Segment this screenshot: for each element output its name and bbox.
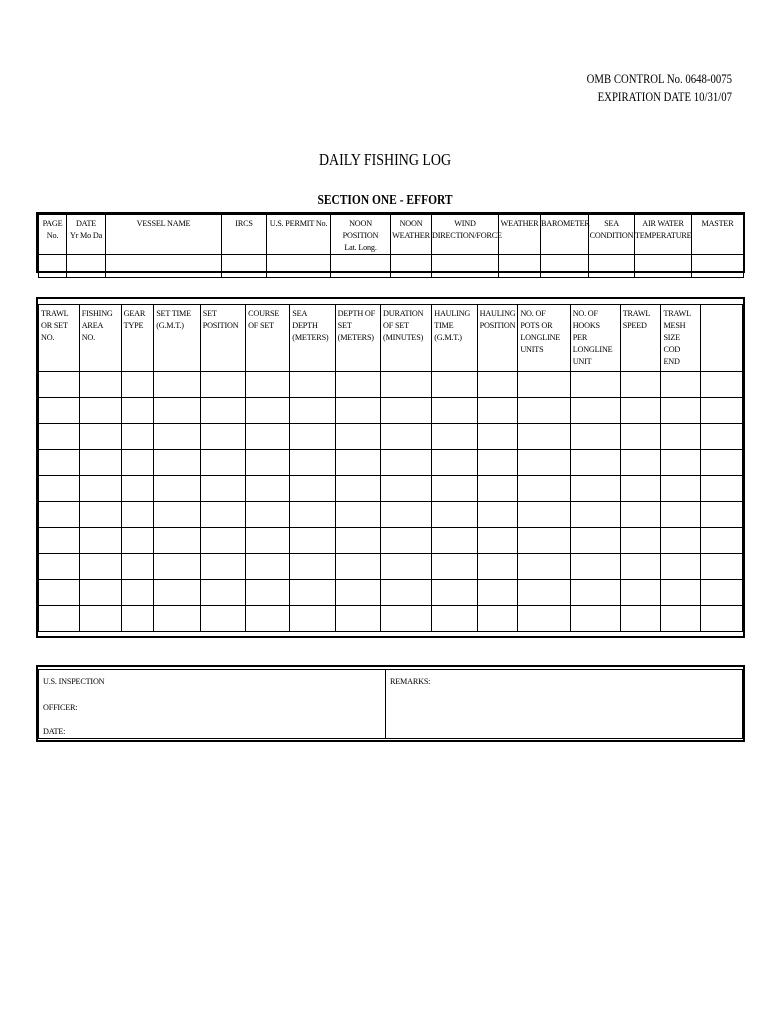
effort-entry-cell[interactable] bbox=[246, 450, 290, 476]
effort-entry-cell[interactable] bbox=[79, 424, 121, 450]
effort-entry-cell[interactable] bbox=[200, 450, 245, 476]
effort-entry-cell[interactable] bbox=[200, 580, 245, 606]
effort-entry-cell[interactable] bbox=[701, 372, 743, 398]
effort-entry-cell[interactable] bbox=[79, 606, 121, 632]
effort-entry-cell[interactable] bbox=[154, 554, 201, 580]
effort-entry-cell[interactable] bbox=[477, 424, 518, 450]
effort-entry-cell[interactable] bbox=[246, 528, 290, 554]
effort-entry-cell[interactable] bbox=[200, 476, 245, 502]
effort-entry-cell[interactable] bbox=[79, 372, 121, 398]
effort-entry-cell[interactable] bbox=[246, 606, 290, 632]
effort-entry-cell[interactable] bbox=[477, 528, 518, 554]
effort-entry-cell[interactable] bbox=[701, 528, 743, 554]
effort-entry-cell[interactable] bbox=[154, 372, 201, 398]
effort-entry-cell[interactable] bbox=[121, 606, 154, 632]
effort-entry-cell[interactable] bbox=[154, 606, 201, 632]
effort-entry-cell[interactable] bbox=[246, 476, 290, 502]
vessel-col-header: NOON WEATHER bbox=[391, 215, 432, 255]
effort-entry-cell[interactable] bbox=[246, 372, 290, 398]
effort-entry-cell[interactable] bbox=[570, 554, 620, 580]
effort-entry-cell[interactable] bbox=[570, 606, 620, 632]
effort-entry-cell[interactable] bbox=[570, 528, 620, 554]
effort-entry-cell[interactable] bbox=[39, 554, 80, 580]
effort-entry-cell[interactable] bbox=[661, 502, 701, 528]
vessel-entry-cell[interactable] bbox=[39, 255, 67, 278]
vessel-entry-cell[interactable] bbox=[589, 255, 635, 278]
effort-entry-cell[interactable] bbox=[661, 450, 701, 476]
effort-entry-cell[interactable] bbox=[39, 502, 80, 528]
effort-entry-cell[interactable] bbox=[121, 372, 154, 398]
effort-entry-cell[interactable] bbox=[200, 502, 245, 528]
effort-col-header: SET POSITION bbox=[200, 305, 245, 372]
effort-entry-cell[interactable] bbox=[79, 398, 121, 424]
effort-entry-cell[interactable] bbox=[200, 398, 245, 424]
vessel-entry-cell[interactable] bbox=[331, 255, 391, 278]
vessel-col-header: VESSEL NAME bbox=[106, 215, 222, 255]
effort-entry-cell[interactable] bbox=[290, 424, 335, 450]
effort-col-header: NO. OF POTS OR LONGLINE UNITS bbox=[518, 305, 570, 372]
effort-entry-cell[interactable] bbox=[432, 528, 477, 554]
effort-entry-cell[interactable] bbox=[432, 398, 477, 424]
effort-entry-cell[interactable] bbox=[154, 502, 201, 528]
effort-entry-cell[interactable] bbox=[246, 502, 290, 528]
effort-entry-cell[interactable] bbox=[518, 554, 570, 580]
effort-entry-cell[interactable] bbox=[381, 606, 432, 632]
vessel-info-table bbox=[38, 214, 744, 278]
effort-entry-cell[interactable] bbox=[246, 398, 290, 424]
effort-entry-cell[interactable] bbox=[518, 476, 570, 502]
vessel-entry-cell[interactable] bbox=[541, 255, 589, 278]
effort-entry-cell[interactable] bbox=[290, 606, 335, 632]
effort-entry-cell[interactable] bbox=[290, 450, 335, 476]
inspection-date-field[interactable]: DATE: bbox=[43, 727, 66, 736]
effort-col-header: TRAWL SPEED bbox=[620, 305, 661, 372]
effort-entry-cell[interactable] bbox=[570, 502, 620, 528]
us-inspection-label: U.S. INSPECTION bbox=[43, 677, 105, 686]
effort-entry-cell[interactable] bbox=[432, 606, 477, 632]
effort-entry-cell[interactable] bbox=[39, 424, 80, 450]
vessel-col-header: U.S. PERMIT No. bbox=[267, 215, 331, 255]
effort-col-header: TRAWL OR SET NO. bbox=[39, 305, 80, 372]
effort-entry-cell[interactable] bbox=[121, 554, 154, 580]
effort-entry-cell[interactable] bbox=[620, 502, 661, 528]
effort-entry-cell[interactable] bbox=[246, 580, 290, 606]
effort-entry-cell[interactable] bbox=[121, 476, 154, 502]
table-row bbox=[39, 424, 743, 450]
effort-entry-cell[interactable] bbox=[79, 580, 121, 606]
effort-entry-cell[interactable] bbox=[290, 502, 335, 528]
effort-entry-cell[interactable] bbox=[200, 372, 245, 398]
vessel-col-header: NOON POSITION Lat. Long. bbox=[331, 215, 391, 255]
vessel-entry-cell[interactable] bbox=[692, 255, 744, 278]
effort-entry-cell[interactable] bbox=[246, 424, 290, 450]
effort-entry-cell[interactable] bbox=[570, 372, 620, 398]
effort-entry-cell[interactable] bbox=[200, 606, 245, 632]
effort-entry-cell[interactable] bbox=[518, 398, 570, 424]
effort-entry-cell[interactable] bbox=[381, 502, 432, 528]
table-row bbox=[39, 606, 743, 632]
effort-entry-cell[interactable] bbox=[381, 450, 432, 476]
effort-entry-cell[interactable] bbox=[154, 580, 201, 606]
table-row bbox=[39, 450, 743, 476]
inspection-box bbox=[38, 669, 386, 739]
effort-entry-cell[interactable] bbox=[661, 528, 701, 554]
effort-entry-cell[interactable] bbox=[701, 476, 743, 502]
vessel-entry-cell[interactable] bbox=[432, 255, 499, 278]
effort-entry-cell[interactable] bbox=[39, 450, 80, 476]
effort-entry-cell[interactable] bbox=[79, 502, 121, 528]
effort-col-header: TRAWL MESH SIZE COD END bbox=[661, 305, 701, 372]
effort-entry-cell[interactable] bbox=[121, 502, 154, 528]
effort-entry-cell[interactable] bbox=[620, 554, 661, 580]
effort-entry-cell[interactable] bbox=[246, 554, 290, 580]
effort-entry-cell[interactable] bbox=[661, 424, 701, 450]
effort-entry-cell[interactable] bbox=[335, 424, 380, 450]
effort-entry-cell[interactable] bbox=[620, 424, 661, 450]
effort-entry-cell[interactable] bbox=[335, 398, 380, 424]
effort-col-header bbox=[701, 305, 743, 372]
vessel-col-header: BAROMETER bbox=[541, 215, 589, 255]
effort-entry-cell[interactable] bbox=[79, 554, 121, 580]
effort-entry-cell[interactable] bbox=[335, 502, 380, 528]
effort-entry-cell[interactable] bbox=[39, 476, 80, 502]
effort-entry-cell[interactable] bbox=[381, 372, 432, 398]
table-row bbox=[39, 398, 743, 424]
effort-entry-cell[interactable] bbox=[154, 528, 201, 554]
effort-entry-cell[interactable] bbox=[518, 580, 570, 606]
effort-entry-cell[interactable] bbox=[620, 372, 661, 398]
effort-entry-cell[interactable] bbox=[661, 476, 701, 502]
effort-entry-cell[interactable] bbox=[121, 528, 154, 554]
effort-entry-cell[interactable] bbox=[477, 606, 518, 632]
effort-entry-cell[interactable] bbox=[154, 476, 201, 502]
vessel-entry-cell[interactable] bbox=[106, 255, 222, 278]
effort-entry-cell[interactable] bbox=[335, 450, 380, 476]
effort-entry-cell[interactable] bbox=[477, 502, 518, 528]
remarks-label: REMARKS: bbox=[390, 677, 431, 686]
effort-entry-cell[interactable] bbox=[290, 554, 335, 580]
effort-entry-cell[interactable] bbox=[154, 450, 201, 476]
effort-entry-cell[interactable] bbox=[518, 528, 570, 554]
effort-entry-cell[interactable] bbox=[121, 580, 154, 606]
effort-entry-cell[interactable] bbox=[335, 606, 380, 632]
page-title: DAILY FISHING LOG bbox=[318, 150, 452, 169]
effort-entry-cell[interactable] bbox=[518, 502, 570, 528]
vessel-col-header: WIND DIRECTION/FORCE bbox=[432, 215, 499, 255]
effort-entry-cell[interactable] bbox=[620, 398, 661, 424]
effort-entry-cell[interactable] bbox=[701, 580, 743, 606]
effort-entry-cell[interactable] bbox=[335, 528, 380, 554]
effort-entry-cell[interactable] bbox=[701, 502, 743, 528]
effort-entry-cell[interactable] bbox=[661, 580, 701, 606]
effort-entry-cell[interactable] bbox=[661, 398, 701, 424]
effort-col-header: DEPTH OF SET (METERS) bbox=[335, 305, 380, 372]
effort-col-header: DURATION OF SET (MINUTES) bbox=[381, 305, 432, 372]
omb-header bbox=[587, 70, 732, 106]
table-row bbox=[39, 372, 743, 398]
expiration-date: EXPIRATION DATE 10/31/07 bbox=[597, 90, 732, 104]
effort-entry-cell[interactable] bbox=[701, 424, 743, 450]
effort-entry-cell[interactable] bbox=[570, 476, 620, 502]
effort-entry-cell[interactable] bbox=[432, 372, 477, 398]
effort-entry-cell[interactable] bbox=[701, 450, 743, 476]
effort-entry-cell[interactable] bbox=[154, 398, 201, 424]
effort-entry-cell[interactable] bbox=[290, 528, 335, 554]
table-row bbox=[39, 502, 743, 528]
effort-entry-cell[interactable] bbox=[335, 580, 380, 606]
effort-entry-cell[interactable] bbox=[432, 502, 477, 528]
effort-entry-cell[interactable] bbox=[570, 424, 620, 450]
effort-entry-cell[interactable] bbox=[335, 372, 380, 398]
effort-entry-cell[interactable] bbox=[570, 450, 620, 476]
effort-entry-cell[interactable] bbox=[477, 554, 518, 580]
effort-entry-cell[interactable] bbox=[518, 606, 570, 632]
effort-entry-cell[interactable] bbox=[620, 528, 661, 554]
vessel-col-header: AIR WATER TEMPERATURE bbox=[635, 215, 692, 255]
remarks-box[interactable] bbox=[386, 669, 743, 739]
effort-entry-cell[interactable] bbox=[518, 450, 570, 476]
effort-entry-cell[interactable] bbox=[381, 424, 432, 450]
effort-entry-cell[interactable] bbox=[290, 372, 335, 398]
omb-control-number: OMB CONTROL No. 0648-0075 bbox=[586, 72, 732, 86]
effort-entry-cell[interactable] bbox=[381, 398, 432, 424]
effort-entry-cell[interactable] bbox=[432, 580, 477, 606]
effort-entry-cell[interactable] bbox=[620, 580, 661, 606]
effort-entry-cell[interactable] bbox=[432, 424, 477, 450]
effort-entry-cell[interactable] bbox=[701, 606, 743, 632]
effort-entry-cell[interactable] bbox=[39, 372, 80, 398]
effort-entry-cell[interactable] bbox=[661, 606, 701, 632]
effort-col-header: FISHING AREA NO. bbox=[79, 305, 121, 372]
effort-col-header: HAULING POSITION bbox=[477, 305, 518, 372]
effort-entry-cell[interactable] bbox=[381, 580, 432, 606]
effort-entry-cell[interactable] bbox=[570, 580, 620, 606]
effort-entry-cell[interactable] bbox=[518, 424, 570, 450]
effort-entry-cell[interactable] bbox=[200, 424, 245, 450]
vessel-entry-cell[interactable] bbox=[499, 255, 541, 278]
effort-entry-cell[interactable] bbox=[39, 528, 80, 554]
vessel-entry-cell[interactable] bbox=[391, 255, 432, 278]
effort-entry-cell[interactable] bbox=[290, 476, 335, 502]
effort-entry-cell[interactable] bbox=[121, 398, 154, 424]
effort-entry-cell[interactable] bbox=[432, 476, 477, 502]
effort-col-header: SEA DEPTH (METERS) bbox=[290, 305, 335, 372]
effort-entry-cell[interactable] bbox=[620, 476, 661, 502]
effort-col-header: HAULING TIME (G.M.T.) bbox=[432, 305, 477, 372]
effort-col-header: COURSE OF SET bbox=[246, 305, 290, 372]
effort-entry-cell[interactable] bbox=[79, 450, 121, 476]
effort-entry-cell[interactable] bbox=[39, 606, 80, 632]
officer-field[interactable]: OFFICER: bbox=[43, 703, 78, 712]
table-row bbox=[39, 554, 743, 580]
vessel-entry-cell[interactable] bbox=[267, 255, 331, 278]
effort-entry-cell[interactable] bbox=[432, 450, 477, 476]
effort-entry-cell[interactable] bbox=[661, 554, 701, 580]
effort-entry-cell[interactable] bbox=[39, 580, 80, 606]
table-row bbox=[39, 528, 743, 554]
effort-col-header: GEAR TYPE bbox=[121, 305, 154, 372]
effort-entry-cell[interactable] bbox=[701, 554, 743, 580]
effort-entry-cell[interactable] bbox=[335, 554, 380, 580]
vessel-col-header: IRCS bbox=[222, 215, 267, 255]
vessel-entry-cell[interactable] bbox=[222, 255, 267, 278]
effort-entry-cell[interactable] bbox=[620, 606, 661, 632]
effort-entry-cell[interactable] bbox=[79, 476, 121, 502]
effort-entry-cell[interactable] bbox=[290, 398, 335, 424]
effort-entry-cell[interactable] bbox=[620, 450, 661, 476]
effort-entry-cell[interactable] bbox=[477, 372, 518, 398]
effort-entry-cell[interactable] bbox=[477, 476, 518, 502]
effort-entry-cell[interactable] bbox=[39, 398, 80, 424]
effort-entry-cell[interactable] bbox=[661, 372, 701, 398]
effort-entry-cell[interactable] bbox=[121, 424, 154, 450]
table-row bbox=[39, 476, 743, 502]
effort-entry-cell[interactable] bbox=[79, 528, 121, 554]
effort-entry-cell[interactable] bbox=[121, 450, 154, 476]
effort-entry-cell[interactable] bbox=[200, 528, 245, 554]
effort-entry-cell[interactable] bbox=[154, 424, 201, 450]
vessel-col-header: SEA CONDITION bbox=[589, 215, 635, 255]
effort-entry-cell[interactable] bbox=[570, 398, 620, 424]
effort-entry-cell[interactable] bbox=[290, 580, 335, 606]
effort-entry-cell[interactable] bbox=[477, 450, 518, 476]
effort-entry-cell[interactable] bbox=[477, 398, 518, 424]
vessel-entry-cell[interactable] bbox=[635, 255, 692, 278]
effort-entry-cell[interactable] bbox=[381, 554, 432, 580]
effort-table bbox=[38, 304, 743, 632]
vessel-col-header: WEATHER bbox=[499, 215, 541, 255]
effort-entry-cell[interactable] bbox=[200, 554, 245, 580]
vessel-col-header: DATE Yr Mo Da bbox=[67, 215, 106, 255]
section-title: SECTION ONE - EFFORT bbox=[317, 192, 453, 207]
effort-entry-cell[interactable] bbox=[381, 528, 432, 554]
effort-entry-cell[interactable] bbox=[335, 476, 380, 502]
vessel-col-header: PAGE No. bbox=[39, 215, 67, 255]
effort-entry-cell[interactable] bbox=[381, 476, 432, 502]
effort-col-header: SET TIME (G.M.T.) bbox=[154, 305, 201, 372]
vessel-entry-cell[interactable] bbox=[67, 255, 106, 278]
vessel-col-header: MASTER bbox=[692, 215, 744, 255]
effort-entry-cell[interactable] bbox=[701, 398, 743, 424]
effort-entry-cell[interactable] bbox=[477, 580, 518, 606]
effort-entry-cell[interactable] bbox=[518, 372, 570, 398]
effort-col-header: NO. OF HOOKS PER LONGLINE UNIT bbox=[570, 305, 620, 372]
effort-entry-cell[interactable] bbox=[432, 554, 477, 580]
table-row bbox=[39, 580, 743, 606]
